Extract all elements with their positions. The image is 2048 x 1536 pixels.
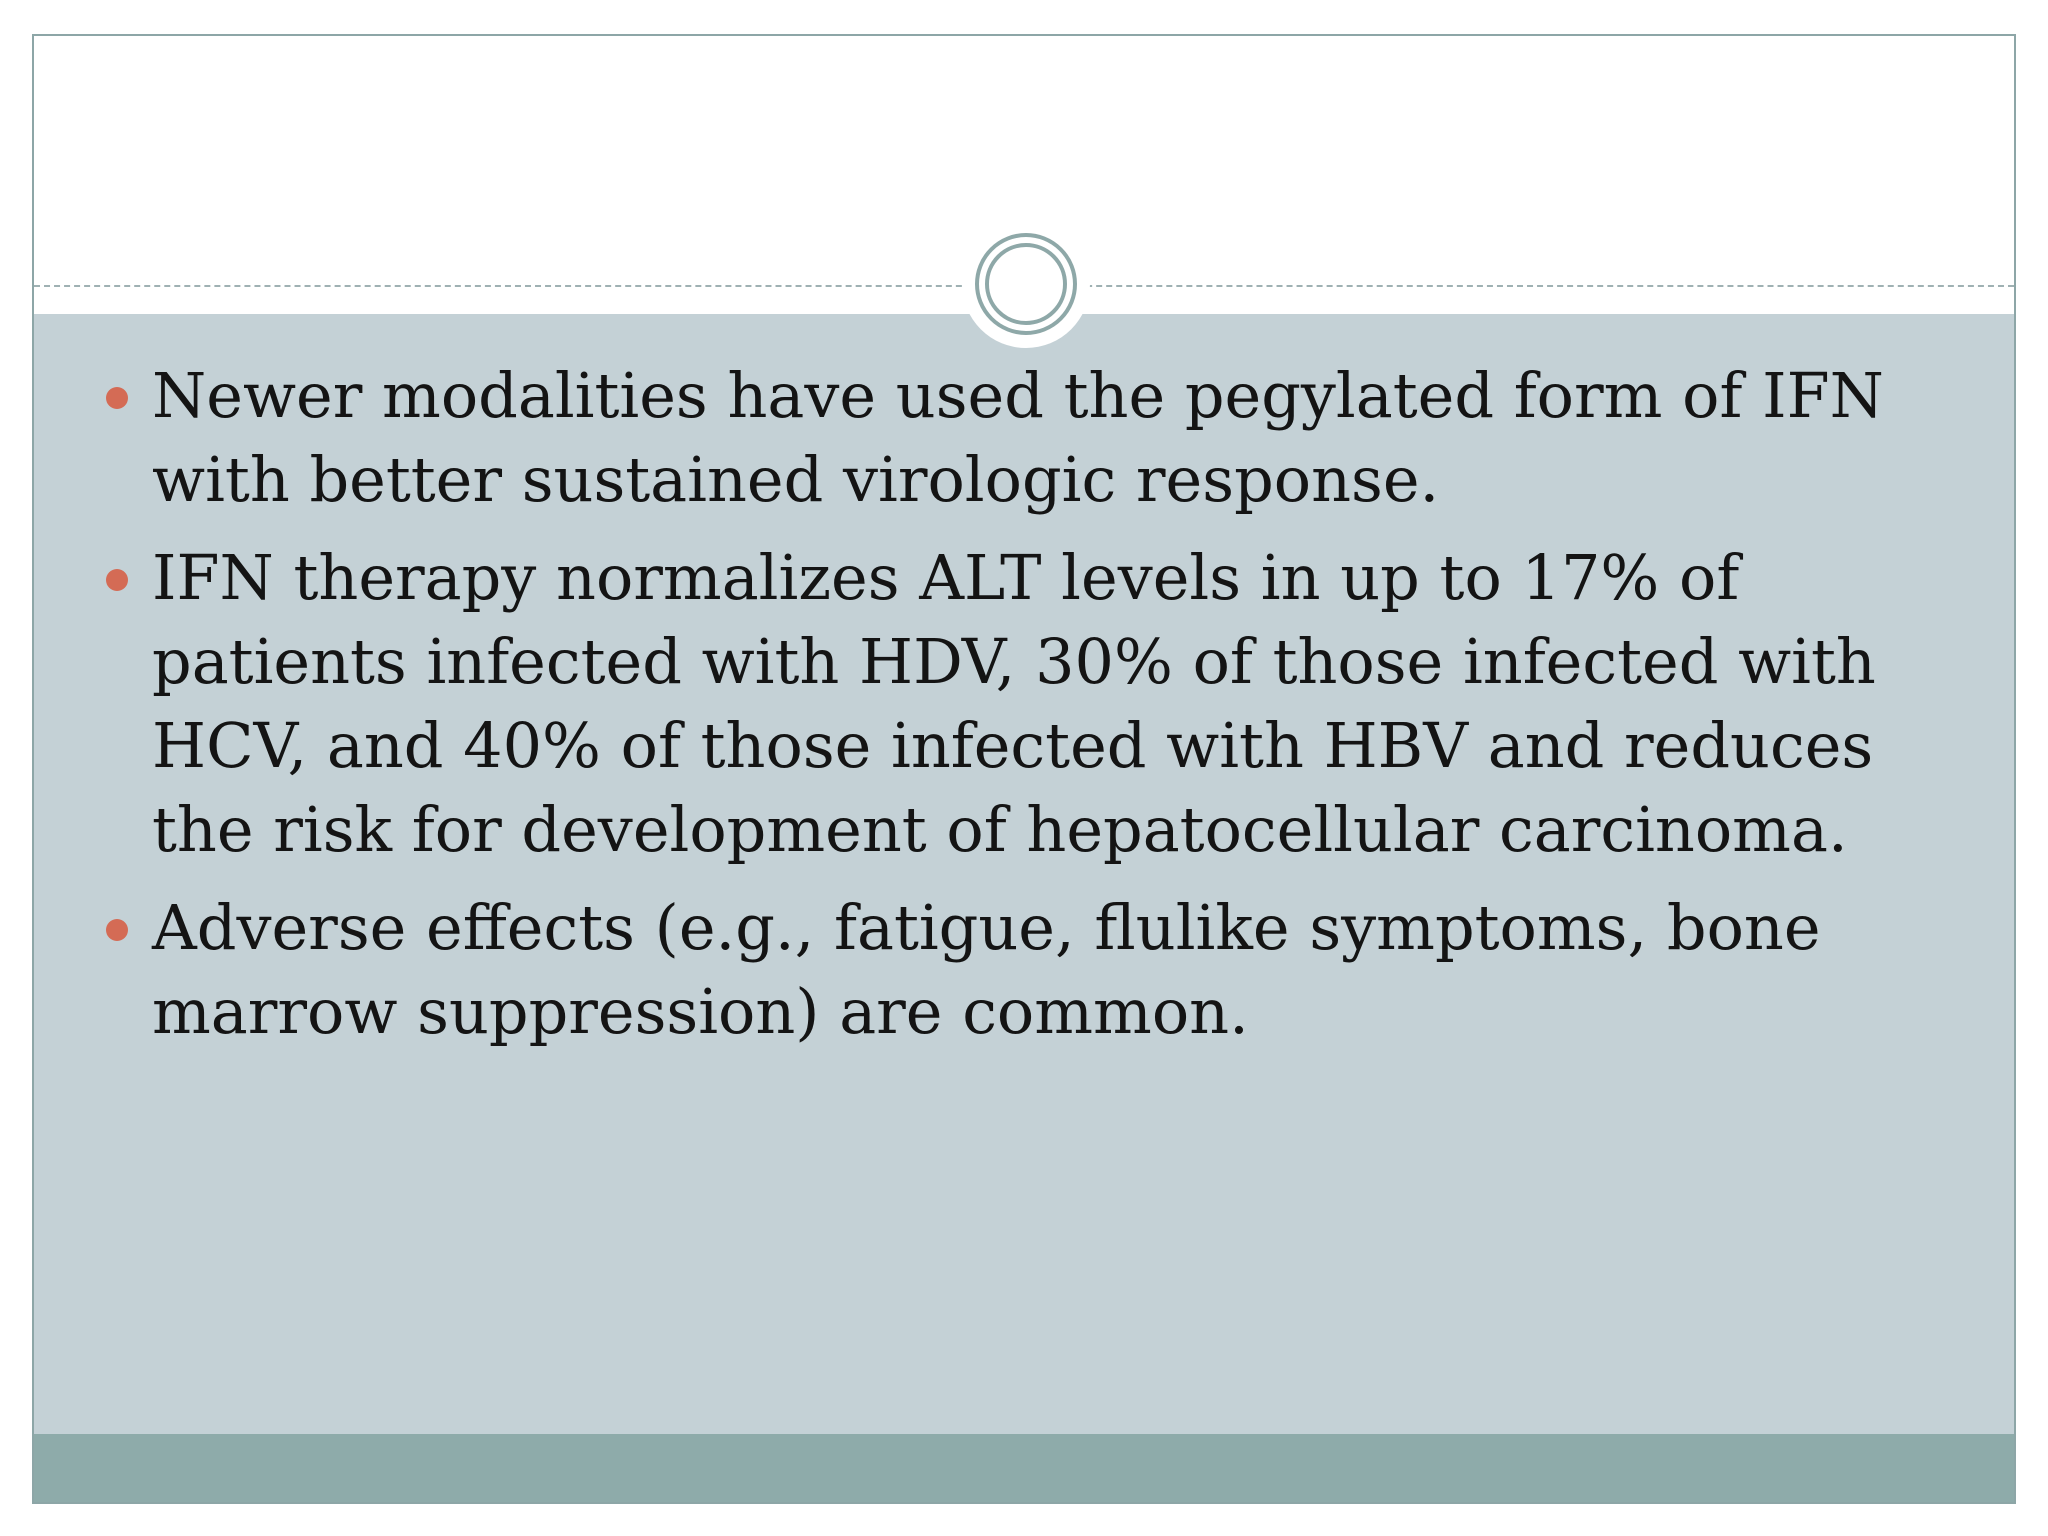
bullet-dot-icon xyxy=(106,569,128,591)
bullet-list xyxy=(152,354,1982,1068)
inner-circle-icon xyxy=(985,243,1067,325)
bullet-item xyxy=(152,354,1982,522)
bullet-dot-icon xyxy=(106,387,128,409)
bullet-dot-icon xyxy=(106,919,128,941)
bullet-text: Adverse effects (e.g., fatigue, flulike symptoms, bone marrow suppression) are common. xyxy=(152,891,1821,1048)
bullet-item xyxy=(152,886,1982,1054)
bullet-item xyxy=(152,536,1982,872)
bullet-text: IFN therapy normalizes ALT levels in up to 17% of patients infected with HDV, 30% of those infected with HCV, and 40% of those infected with HBV and reduces the risk for development of hepatocellular carcinoma. xyxy=(152,541,1876,866)
footer-band xyxy=(34,1434,2014,1504)
slide xyxy=(32,34,2016,1504)
bullet-text: Newer modalities have used the pegylated form of IFN with better sustained virologic response. xyxy=(152,359,1884,516)
